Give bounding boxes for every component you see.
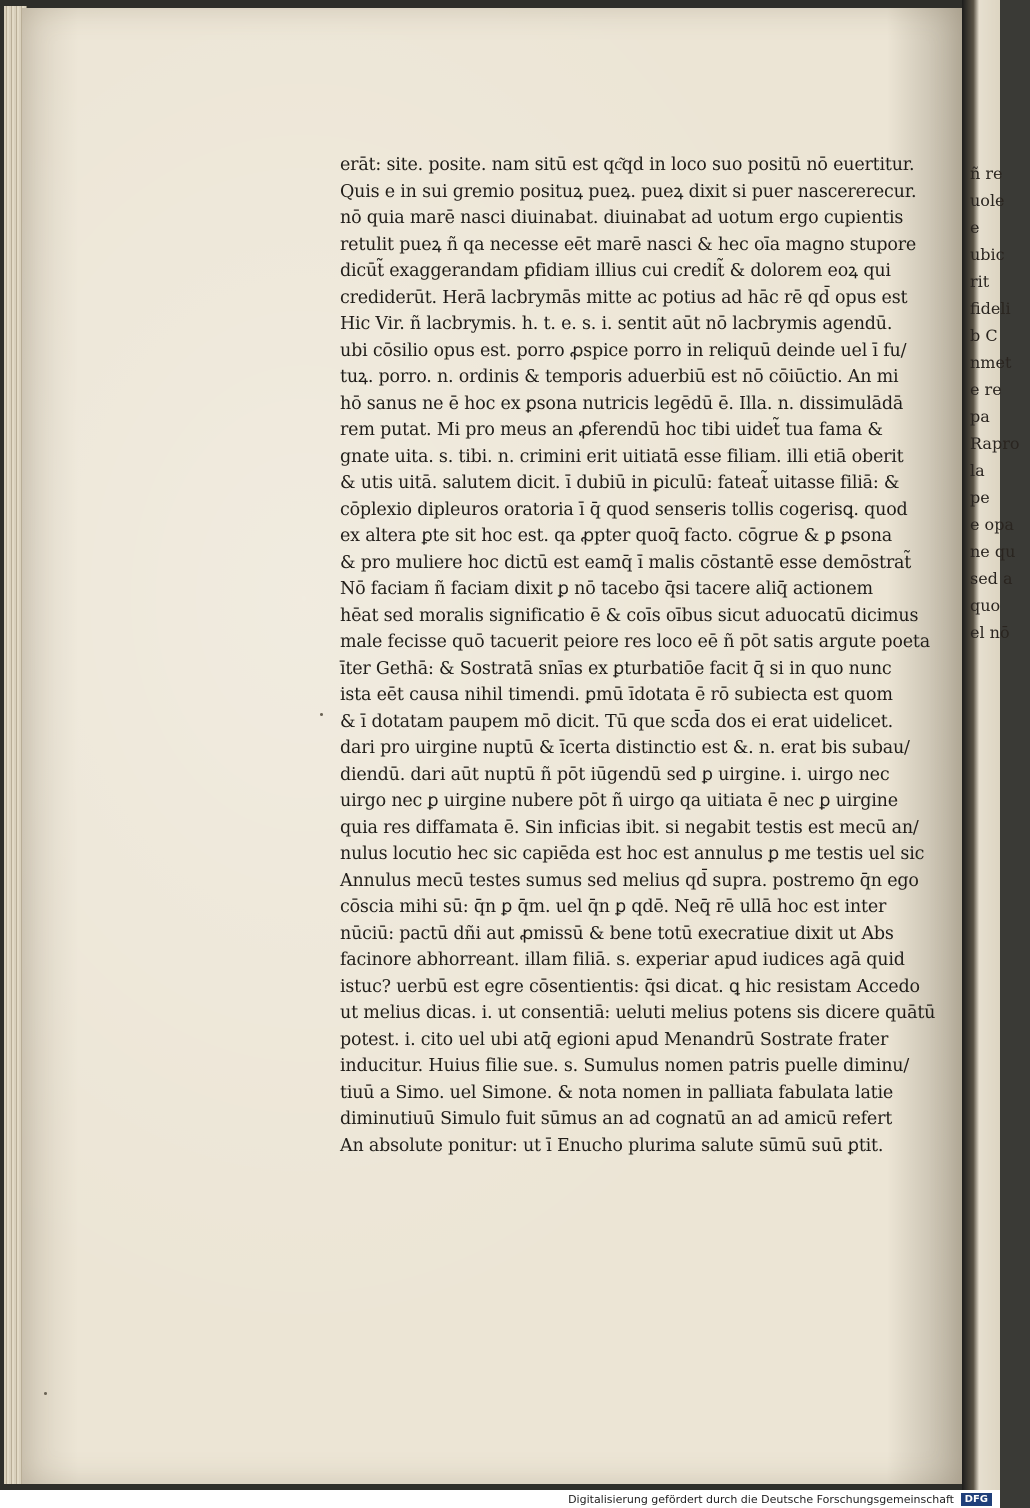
text-line: cōplexio dipleuros oratoria ī q̄ quod senseris tollis cogerisꝗ. quod xyxy=(340,499,908,520)
text-line: Annulus mecū testes sumus sed melius qd̄ supra. postremo q̄n ego xyxy=(340,870,919,891)
text-line: potest. i. cito uel ubi atq̄ egioni apud Menandrū Sostrate frater xyxy=(340,1029,889,1050)
facing-page-fragment: fideli xyxy=(970,299,1011,318)
ink-speck xyxy=(320,713,323,716)
facing-page-fragment: el nō xyxy=(970,623,1010,642)
text-line: & ī dotatam paupem mō dicit. Tū que scd̄a dos ei erat uidelicet. xyxy=(340,711,893,732)
text-line: ex altera ꝑte sit hoc est. qa ꝓpter quoq̄ facto. cōgrue & ꝑ ꝑsona xyxy=(340,526,893,546)
text-line: istuc? uerbū est egre cōsentientis: q̄si dicat. ꝗ hic resistam Accedo xyxy=(340,976,920,997)
facing-page-fragment: Rapro xyxy=(970,434,1020,453)
facing-page-fragment: uole xyxy=(970,191,1005,210)
text-line: ut melius dicas. i. ut consentiā: ueluti melius potens sis dicere quātū xyxy=(340,1003,936,1023)
facing-page-fragment: ne qu xyxy=(970,542,1016,561)
facing-page-fragment: ñ re xyxy=(970,164,1003,183)
text-line: quia res diffamata ē. Sin inficias ibit. si negabit testis est mecū an/ xyxy=(340,817,919,838)
text-line: An absolute ponitur: ut ī Enucho plurima salute sūmū suū ꝑtit. xyxy=(340,1135,884,1156)
text-line: tuꝝ. porro. n. ordinis & temporis aduerbiū est nō cōiūctio. An mi xyxy=(340,367,899,387)
text-line: inducitur. Huius filie sue. s. Sumulus nomen patris puelle diminu/ xyxy=(340,1056,910,1076)
text-line: & pro muliere hoc dictū est eamq̄ ī malis cōstantē esse demōstrat̃ xyxy=(340,552,912,573)
text-line: īter Gethā: & Sostratā snīas ex ꝑturbatiōe facit q̄ si in quo nunc xyxy=(340,658,892,679)
text-line: Nō faciam ñ faciam dixit ꝑ nō tacebo q̄si tacere aliq̄ actionem xyxy=(340,579,873,599)
facing-page-fragment: pe xyxy=(970,488,990,507)
text-line: Hic Vir. ñ lacbrymis. h. t. e. s. i. sentit aūt nō lacbrymis agendū. xyxy=(340,314,893,334)
text-line: dicūt̃ exaggerandam ꝑfidiam illius cui credit̃ & dolorem eoꝝ qui xyxy=(340,261,891,281)
text-line: rem putat. Mi pro meus an ꝓferendū hoc tibi uidet̃ tua fama & xyxy=(340,420,883,440)
text-line: erāt: site. posite. nam sitū est qc͂qd in loco suo positū nō euertitur. xyxy=(340,155,915,175)
text-line: nō quia marē nasci diuinabat. diuinabat ad uotum ergo cupientis xyxy=(340,208,904,228)
dfg-logo: DFG xyxy=(961,1493,992,1506)
text-line: diminutiuū Simulo fuit sūmus an ad cognatū an ad amicū refert xyxy=(340,1109,893,1129)
text-line: male fecisse quō tacuerit peiore res loco eē ñ pōt satis argute poeta xyxy=(340,632,930,652)
text-line: ista eēt causa nihil timendi. ꝑmū īdotata ē rō subiecta est quom xyxy=(340,685,893,705)
facing-page-fragment: ubic xyxy=(970,245,1005,264)
incunabulum-text-block xyxy=(340,152,940,1159)
facing-page-fragment: e xyxy=(970,218,980,237)
text-line: cōscia mihi sū: q̄n ꝑ q̄m. uel q̄n ꝑ qdē. Neq̄ rē ullā hoc est inter xyxy=(340,897,887,917)
facing-page-fragment: pa xyxy=(970,407,990,426)
text-line: dari pro uirgine nuptū & īcerta distinctio est &. n. erat bis subau/ xyxy=(340,738,910,758)
text-line: uirgo nec ꝑ uirgine nubere pōt ñ uirgo qa uitiata ē nec ꝑ uirgine xyxy=(340,791,898,811)
facing-page-gutter xyxy=(962,0,1020,1490)
text-line: diendū. dari aūt nuptū ñ pōt iūgendū sed ꝑ uirgine. i. uirgo nec xyxy=(340,764,890,785)
text-line: Quis e in sui gremio posituꝝ pueꝝ. pueꝝ dixit si puer nascererecur. xyxy=(340,181,917,202)
text-line: nulus locutio hec sic capiēda est hoc est annulus ꝑ me testis uel sic xyxy=(340,844,925,864)
facing-page-fragment: sed a xyxy=(970,569,1013,588)
facing-page-fragment: rit xyxy=(970,272,990,291)
text-line: facinore abhorreant. illam filiā. s. experiar apud iudices agā quid xyxy=(340,950,905,970)
facing-page-fragment: e opa xyxy=(970,515,1014,534)
funding-credit: Digitalisierung gefördert durch die Deutsche Forschungsgemeinschaft xyxy=(568,1493,954,1506)
text-line: retulit pueꝝ ñ qa necesse eēt marē nasci & hec oīa magno stupore xyxy=(340,234,917,255)
digitization-footer xyxy=(0,1490,1000,1508)
facing-page-fragment: e re xyxy=(970,380,1002,399)
facing-page-fragment: quo xyxy=(970,596,1001,615)
text-line: & utis uitā. salutem dicit. ī dubiū in ꝑiculū: fateat̃ uitasse filiā: & xyxy=(340,473,900,493)
text-line: ubi cōsilio opus est. porro ꝓspice porro in reliquū deinde uel ī fu/ xyxy=(340,340,907,361)
ink-speck xyxy=(44,1392,47,1395)
facing-page-fragment: la xyxy=(970,461,985,480)
text-line: nūciū: pactū dñi aut ꝓmissū & bene totū execratiue dixit ut Abs xyxy=(340,923,894,944)
facing-page-fragment: b C xyxy=(970,326,998,345)
text-line: hēat sed moralis significatio ē & coīs oībus sicut aduocatū dicimus xyxy=(340,605,919,626)
text-line: crediderūt. Herā lacbrymās mitte ac potius ad hāc rē qd̄ opus est xyxy=(340,287,908,308)
text-line: hō sanus ne ē hoc ex ꝑsona nutricis legēdū ē. Illa. n. dissimulādā xyxy=(340,393,904,414)
facing-page-fragment: nmet xyxy=(970,353,1012,372)
text-line: tiuū a Simo. uel Simone. & nota nomen in palliata fabulata latie xyxy=(340,1082,894,1103)
facing-page-text xyxy=(970,160,1030,646)
text-line: gnate uita. s. tibi. n. crimini erit uitiatā esse filiam. illi etiā oberit xyxy=(340,446,904,467)
